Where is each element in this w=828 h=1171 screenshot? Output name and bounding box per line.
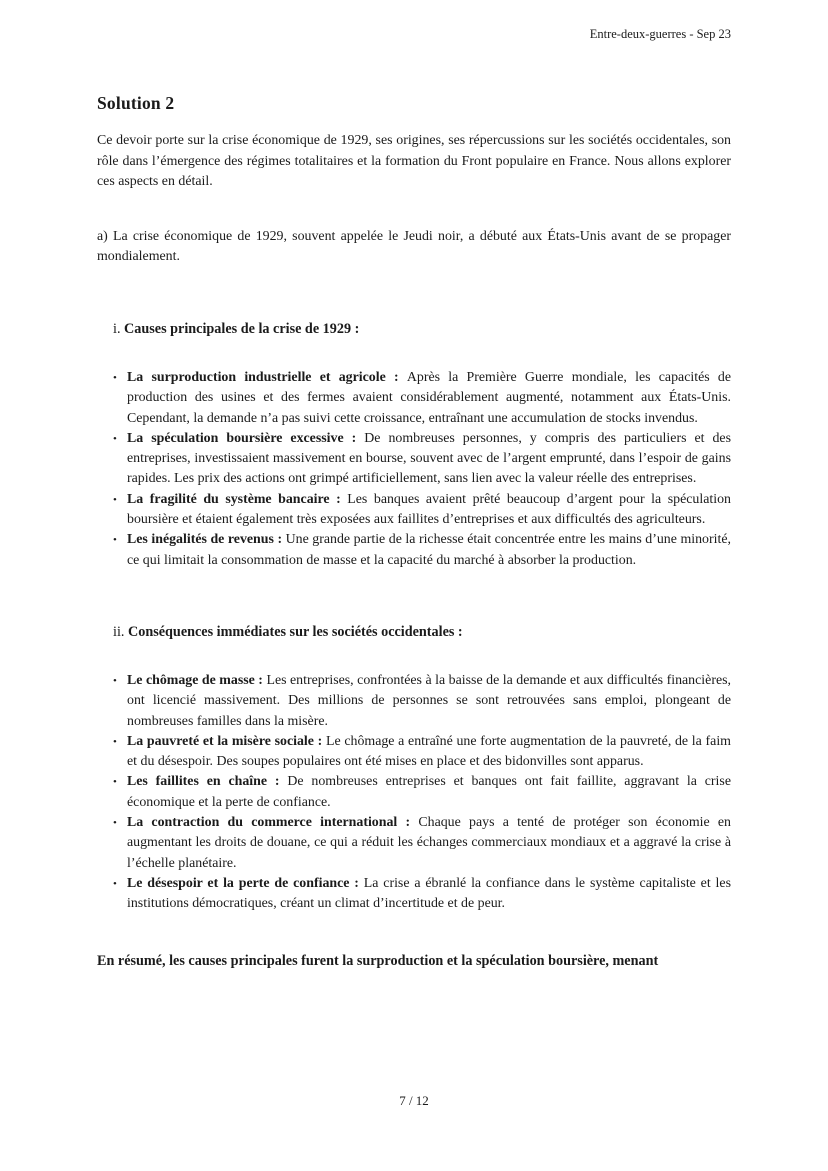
bullet-lead: Les inégalités de revenus :	[127, 532, 286, 548]
bullet-lead: La spéculation boursière excessive :	[127, 430, 365, 446]
bullet-icon: •	[113, 817, 117, 830]
intro-paragraph: Ce devoir porte sur la crise économique de 1929, ses origines, ses répercussions sur les sociétés occidentales, son rôle dans l’émergence des régimes totalitaires et la formation du Front populaire en France. Nous allons explorer ces aspects en détail.	[97, 133, 731, 190]
list-item	[113, 732, 731, 773]
bullet-list	[97, 671, 731, 915]
bullet-body	[127, 772, 731, 813]
page-content	[97, 93, 731, 985]
running-header: Entre-deux-guerres - Sep 23	[589, 27, 731, 41]
bullet-text: Le chômage a entraîné une forte augmentation de la pauvreté, de la faim et du désespoir. Des soupes populaires ont été mises en place et des bidonvilles sont apparus.	[127, 733, 731, 770]
list-item	[113, 530, 731, 571]
list-item	[113, 772, 731, 813]
bullet-body	[127, 813, 731, 874]
bullet-text: Une grande partie de la richesse était concentrée entre les mains d’une minorité, ce qui limitait la consommation de masse et la capacité du marché à absorber la production.	[127, 532, 731, 568]
bullet-list	[97, 368, 731, 571]
page-number: 7 / 12	[399, 1093, 429, 1108]
bullet-text: De nombreuses entreprises et banques ont fait faillite, aggravant la crise économique et la perte de confiance.	[127, 774, 731, 810]
bullet-lead: Le désespoir et la perte de confiance :	[127, 875, 364, 891]
bullet-icon: •	[113, 432, 117, 445]
bullet-lead: Le chômage de masse :	[127, 672, 267, 688]
sections	[97, 319, 731, 915]
list-item	[113, 813, 731, 874]
bullet-icon: •	[113, 371, 117, 384]
bullet-icon: •	[113, 877, 117, 890]
bullet-icon: •	[113, 674, 117, 687]
bullet-icon: •	[113, 735, 117, 748]
page-title: Solution 2	[97, 93, 175, 113]
bullet-body	[127, 671, 731, 732]
section-heading-text: Causes principales de la crise de 1929 :	[124, 320, 360, 337]
section-heading	[97, 319, 731, 339]
paragraph-a: a) La crise économique de 1929, souvent appelée le Jeudi noir, a débuté aux États-Unis avant de se propager mondialement.	[97, 228, 731, 265]
list-item	[113, 368, 731, 429]
bullet-body	[127, 368, 731, 429]
section-heading-text: Conséquences immédiates sur les sociétés occidentales :	[127, 623, 463, 640]
bullet-icon: •	[113, 493, 117, 506]
bullet-body	[127, 530, 731, 571]
bullet-lead: La pauvreté et la misère sociale :	[127, 733, 326, 749]
bullet-body	[127, 874, 731, 915]
section-heading	[97, 622, 731, 642]
bullet-body	[127, 490, 731, 531]
section	[97, 319, 731, 571]
list-item	[113, 874, 731, 915]
bullet-body	[127, 429, 731, 490]
bullet-lead: Les faillites en chaîne :	[127, 774, 288, 790]
bullet-body	[127, 732, 731, 773]
section-number: i.	[113, 320, 125, 337]
bullet-lead: La surproduction industrielle et agricole :	[127, 369, 407, 385]
list-item	[113, 490, 731, 531]
bullet-lead: La fragilité du système bancaire :	[127, 491, 348, 507]
bullet-text: Après la Première Guerre mondiale, les capacités de production des usines et des fermes avaient considérablement augmenté, notamment aux États-Unis. Cependant, la demande n’a pas suivi cette croissance, entraînant une accumulation de stocks invendus.	[127, 369, 731, 426]
list-item	[113, 671, 731, 732]
bullet-text: Les entreprises, confrontées à la baisse de la demande et aux difficultés financières, ont licencié massivement. Des millions de personnes se sont retrouvées sans emploi, plongeant de nombreuses familles dans la misère.	[127, 672, 731, 729]
bullet-text: Les banques avaient prêté beaucoup d’argent pour la spéculation boursière et étaient également très exposées aux faillites d’entreprises et aux difficultés des agriculteurs.	[127, 491, 731, 528]
bullet-icon: •	[113, 534, 117, 547]
bullet-text: La crise a ébranlé la confiance dans le système capitaliste et les institutions démocratiques, créant un climat d’incertitude et de peur.	[127, 875, 731, 912]
section	[97, 622, 731, 915]
bullet-text: De nombreuses personnes, y compris des particuliers et des entreprises, investissaient massivement en bourse, souvent avec de l’argent emprunté, dans l’espoir de gains rapides. Les prix des actions ont grimpé artificiellement, sans lien avec la valeur réelle des entreprises.	[127, 430, 732, 487]
summary-paragraph: En résumé, les causes principales furent la surproduction et la spéculation boursière, menant	[97, 952, 659, 969]
section-number: ii.	[113, 623, 128, 640]
bullet-icon: •	[113, 776, 117, 789]
bullet-text: Chaque pays a tenté de protéger son économie en augmentant les droits de douane, ce qui a réduit les échanges commerciaux mondiaux et a aggravé la crise à l’échelle planétaire.	[127, 815, 731, 871]
list-item	[113, 429, 731, 490]
bullet-lead: La contraction du commerce international :	[127, 815, 419, 831]
